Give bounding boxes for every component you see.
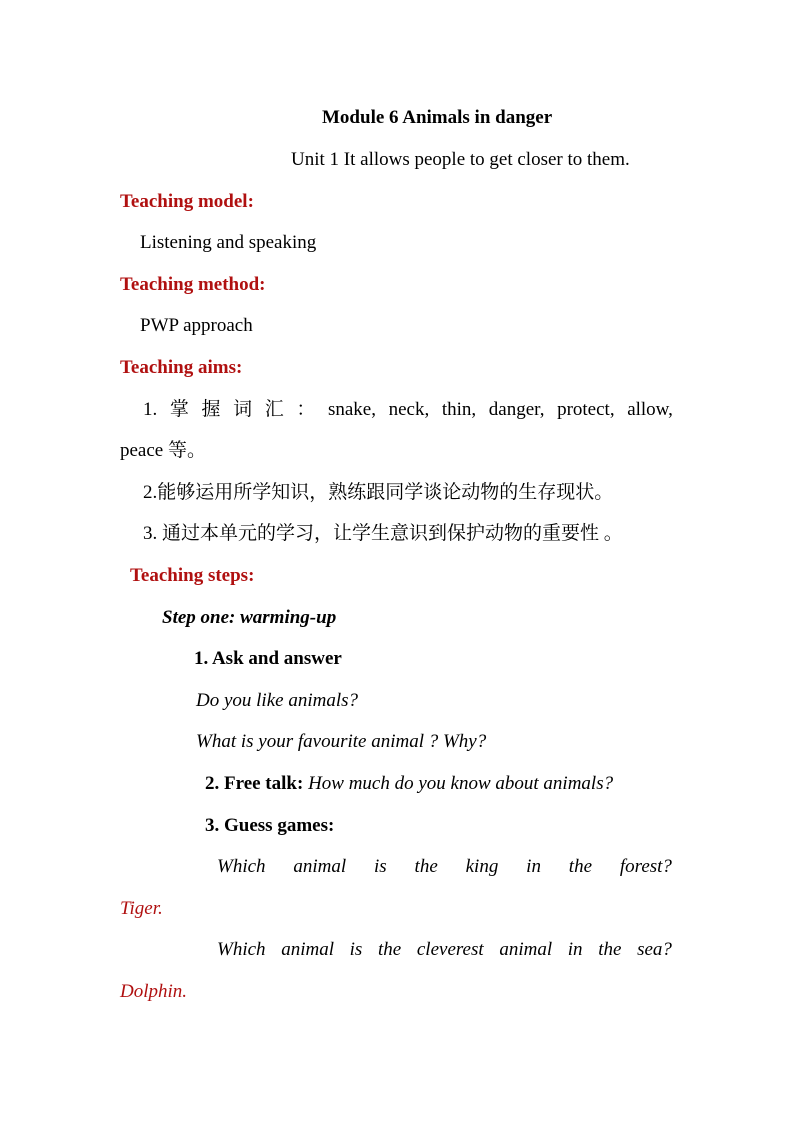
guess-2-word: sea? [637, 939, 672, 960]
guess-2-word: the [377, 939, 402, 960]
aim-1-line [143, 398, 673, 422]
teaching-steps-heading: Teaching steps: [130, 565, 255, 586]
aim-1-word: protect, [557, 399, 615, 420]
teaching-method-value: PWP approach [140, 315, 253, 336]
aim-1-word: thin, [441, 399, 477, 420]
aim-1-word: 汇 [264, 399, 284, 420]
teaching-aims-heading: Teaching aims: [120, 357, 243, 378]
teaching-model-value: Listening and speaking [140, 232, 317, 253]
aim-1-number: 1. [143, 399, 158, 420]
guess-2-word: animal [281, 939, 334, 960]
question-1: Do you like animals? [196, 690, 359, 711]
guess-2-word: is [349, 939, 363, 960]
guess-1-answer: Tiger. [120, 898, 163, 919]
guess-1-word: animal [293, 856, 347, 877]
guess-2-word: animal [499, 939, 553, 960]
guess-2-word: cleverest [416, 939, 484, 960]
guess-1-question [217, 855, 672, 879]
question-2: What is your favourite animal ? Why? [196, 731, 487, 752]
aim-1-word: 掌 [169, 399, 189, 420]
item-2-line [205, 772, 613, 796]
item-1-title: 1. Ask and answer [194, 648, 342, 669]
step-one-heading: Step one: warming-up [162, 607, 337, 628]
aim-1-word: neck, [388, 399, 430, 420]
aim-3: 3. 通过本单元的学习，让学生意识到保护动物的重要性 。 [143, 523, 623, 544]
aim-1-word: ： [296, 399, 316, 420]
aim-1-word: 词 [233, 399, 253, 420]
guess-2-question [217, 938, 672, 962]
guess-1-word: king [465, 856, 499, 877]
aim-1-word: danger, [488, 399, 545, 420]
aim-1-continuation: peace 等。 [120, 440, 206, 461]
page-subtitle: Unit 1 It allows people to get closer to them. [291, 149, 630, 170]
guess-1-word: forest? [619, 856, 672, 877]
item-2-label: 2. Free talk: [205, 773, 304, 794]
aim-1-word: snake, [327, 399, 376, 420]
guess-1-word: the [414, 856, 438, 877]
guess-2-word: the [598, 939, 622, 960]
aim-2: 2.能够运用所学知识，熟练跟同学谈论动物的生存现状。 [143, 482, 614, 503]
guess-1-word: is [374, 856, 387, 877]
teaching-model-heading: Teaching model: [120, 191, 254, 212]
item-2-text: How much do you know about animals? [308, 773, 614, 794]
guess-1-word: in [526, 856, 541, 877]
item-3-title: 3. Guess games: [205, 815, 335, 836]
aim-1-word: allow, [627, 399, 673, 420]
guess-2-word: Which [217, 939, 266, 960]
aim-1-word: 握 [201, 399, 221, 420]
guess-1-word: Which [217, 856, 266, 877]
page-title: Module 6 Animals in danger [322, 107, 553, 128]
guess-1-word: the [568, 856, 593, 877]
teaching-method-heading: Teaching method: [120, 274, 266, 295]
guess-2-answer: Dolphin. [120, 981, 188, 1002]
guess-2-word: in [567, 939, 583, 960]
